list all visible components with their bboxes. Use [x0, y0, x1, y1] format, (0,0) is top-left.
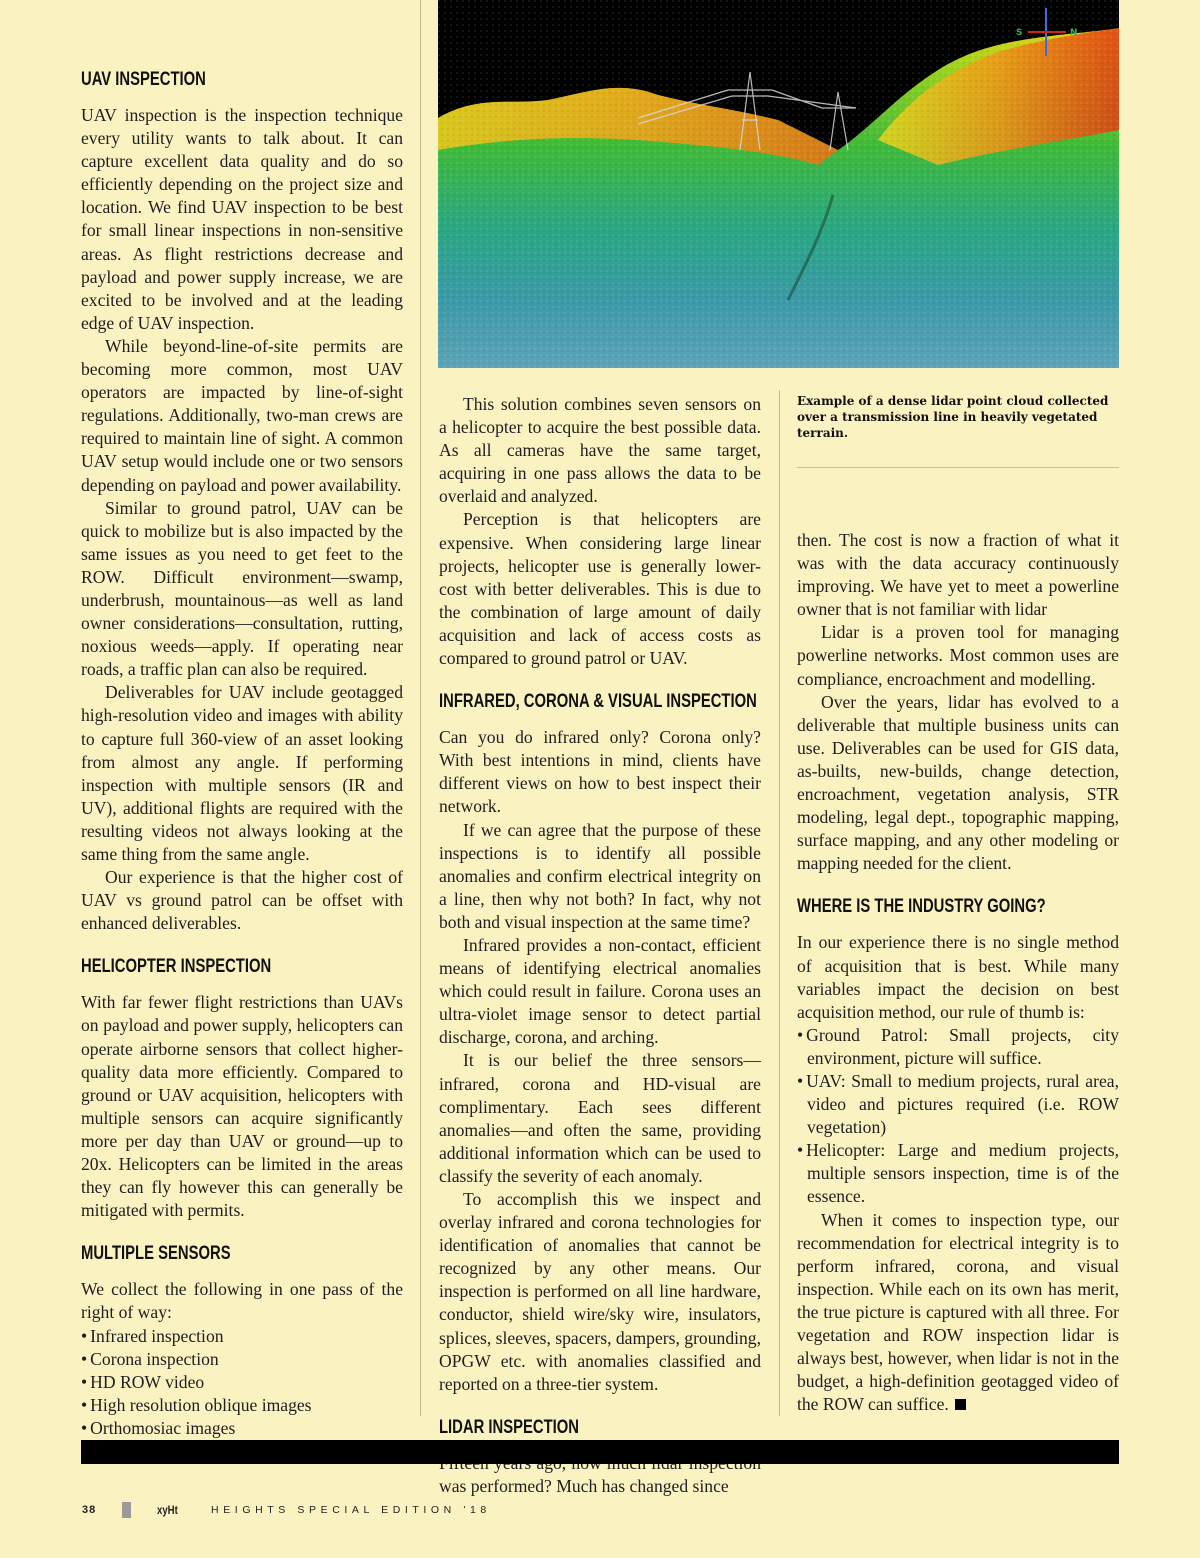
paragraph: This solution combines seven sensors on a helicopter to acquire the best possible data. As all cameras have the same target, acquiring in one pass allows the data to be overlaid and analyzed. [439, 394, 761, 507]
folio-tab [122, 1502, 131, 1518]
page-folio [82, 1502, 491, 1518]
paragraph: If we can agree that the purpose of these inspections is to identify all possible anomalies and confirm electrical integrity on a line, then why not both? In fact, why not both and visual inspection at the same time? [439, 819, 761, 932]
column-3 [797, 529, 1119, 1416]
paragraph: To accomplish this we inspect and overlay infrared and corona technologies for identification of anomalies that cannot be recognized by any other means. Our inspection is performed on all line hardware, conductor, shield wire/sky wire, insulators, splices, sleeves, spacers, dampers, grounding, OPGW etc. with anomalies classified and reported on a three-tier system. [439, 1189, 761, 1394]
list-item: • Infrared inspection [81, 1325, 403, 1348]
paragraph: UAV inspection is the inspection technique every utility wants to talk about. It can capture excellent data quality and do so efficiently depending on the project size and location. We find UAV inspection to be best for small linear inspections in non-sensitive areas. As flight restrictions decrease and payload and power supply increase, we are excited to be involved and at the leading edge of UAV inspection. [81, 105, 403, 333]
column-divider [420, 0, 421, 1416]
brand-logo: xyHt [157, 1503, 178, 1517]
column-1 [81, 48, 403, 1463]
column-2 [439, 393, 761, 1498]
list-item: • High resolution oblique images [81, 1394, 403, 1417]
edition-label: HEIGHTS SPECIAL EDITION '18 [211, 1504, 491, 1516]
heading-uav-inspection: UAV INSPECTION [81, 69, 206, 90]
footer-bar [81, 1440, 1119, 1464]
paragraph: then. The cost is now a fraction of what it was with the data accuracy continuously improving. We have yet to meet a powerline owner that is not familiar with lidar [797, 530, 1119, 620]
paragraph: With far fewer flight restrictions than UAVs on payload and power supply, helicopters can operate airborne sensors that collect higher-quality data more efficiently. Compared to ground or UAV acquisition, helicopters with multiple sensors can acquire significantly more per day than UAV or ground—up to 20x. Helicopters can be limited in the areas they can fly however this can generally be mitigated with permits. [81, 992, 403, 1221]
final-paragraph-text: When it comes to inspection type, our recommendation for electrical integrity is to perform infrared, corona, and visual inspection. While each on its own has merit, the true picture is captured with all three. For vegetation and ROW inspection lidar is always best, however, when lidar is not in the budget, a high-definition geotagged video of the ROW can suffice. [797, 1209, 1119, 1415]
list-item: • Orthomosiac images [81, 1417, 403, 1440]
paragraph: We collect the following in one pass of the right of way: [81, 1279, 403, 1323]
image-caption: Example of a dense lidar point cloud collected over a transmission line in heavily vegetated terrain. [797, 394, 1109, 440]
paragraph: was performed? Much has changed since [439, 1475, 729, 1496]
paragraph: Over the years, lidar has evolved to a deliverable that multiple business units can use. Deliverables can be used for GIS data, as-builts, new-builds, change detection, encroachment, vegetation analysis, STR modeling, legal dept., topographic mapping, surface mapping, and any other modeling or mapping needed for the client. [797, 691, 1119, 874]
paragraph: In our experience there is no single method of acquisition that is best. While many variables impact the decision on best acquisition method, our rule of thumb is: [797, 932, 1119, 1022]
paragraph: Perception is that helicopters are expensive. When considering large linear projects, helicopter use is generally lower-cost with better deliverables. This is due to the combination of large amount of daily acquisition and lack of access costs as compared to ground patrol or UAV. [439, 509, 761, 669]
caption-divider [797, 467, 1119, 468]
paragraph: Lidar is a proven tool for managing powerline networks. Most common uses are compliance, encroachment and modelling. [797, 622, 1119, 689]
paragraph: Deliverables for UAV include geotagged high-resolution video and images with ability to capture full 360-view of an asset looking from almost any angle. If performing inspection with multiple sensors (IR and UV), additional flights are required with the resulting videos not always looking at the same thing from the same angle. [81, 682, 403, 864]
rule-of-thumb-list [797, 1024, 1119, 1209]
lidar-point-cloud-image [438, 0, 1119, 368]
paragraph: Infrared provides a non-contact, efficient means of identifying electrical anomalies which could result in failure. Corona uses an ultra-violet image sensor to detect partial discharge, corona, and arching. [439, 934, 761, 1048]
heading-multiple-sensors: MULTIPLE SENSORS [81, 1243, 231, 1265]
heading-industry-going: WHERE IS THE INDUSTRY GOING? [797, 896, 1046, 918]
end-mark-icon [955, 1399, 966, 1410]
paragraph: Can you do infrared only? Corona only? With best intentions in mind, clients have different views on how to best inspect their network. [439, 727, 761, 817]
paragraph: It is our belief the three sensors—infrared, corona and HD-visual are complimentary. Each sees different anomalies—and often the same, providing additional information which can be used to classify the severity of each anomaly. [439, 1050, 761, 1186]
compass-n-label: N [1070, 28, 1078, 38]
heading-lidar-inspection: LIDAR INSPECTION [439, 1416, 579, 1438]
compass-s-label: S [1016, 28, 1023, 38]
paragraph: Similar to ground patrol, UAV can be quick to mobilize but is also impacted by the same issues as you need to get feet to the ROW. Difficult environment—swamp, underbrush, mountainous—as well as land owner considerations—consultation, rutting, noxious weeds—apply. If operating near roads, a traffic plan can also be required. [81, 497, 403, 680]
heading-infrared-corona-visual: INFRARED, CORONA & VISUAL INSPECTION [439, 691, 757, 713]
paragraph: Our experience is that the higher cost of UAV vs ground patrol can be offset with enhanced deliverables. [81, 867, 403, 934]
page-number: 38 [82, 1504, 97, 1516]
list-item: • Ground Patrol: Small projects, city environment, picture will suffice. [797, 1024, 1119, 1070]
list-item: • HD ROW video [81, 1371, 403, 1394]
point-cloud-illustration [438, 0, 1119, 368]
paragraph: While beyond-line-of-site permits are becoming more common, most UAV operators are impacted by line-of-sight regulations. Additionally, two-man crews are required to maintain line of sight. A common UAV setup would include one or two sensors depending on payload and power availability. [81, 335, 403, 495]
list-item: • Corona inspection [81, 1348, 403, 1371]
heading-helicopter-inspection: HELICOPTER INSPECTION [81, 956, 272, 978]
list-item: • Helicopter: Large and medium projects, multiple sensors inspection, time is of the essence. [797, 1139, 1119, 1208]
column-divider [779, 390, 780, 1416]
final-paragraph [797, 1209, 1119, 1417]
list-item: • UAV: Small to medium projects, rural area, video and pictures required (i.e. ROW vegetation) [797, 1070, 1119, 1139]
